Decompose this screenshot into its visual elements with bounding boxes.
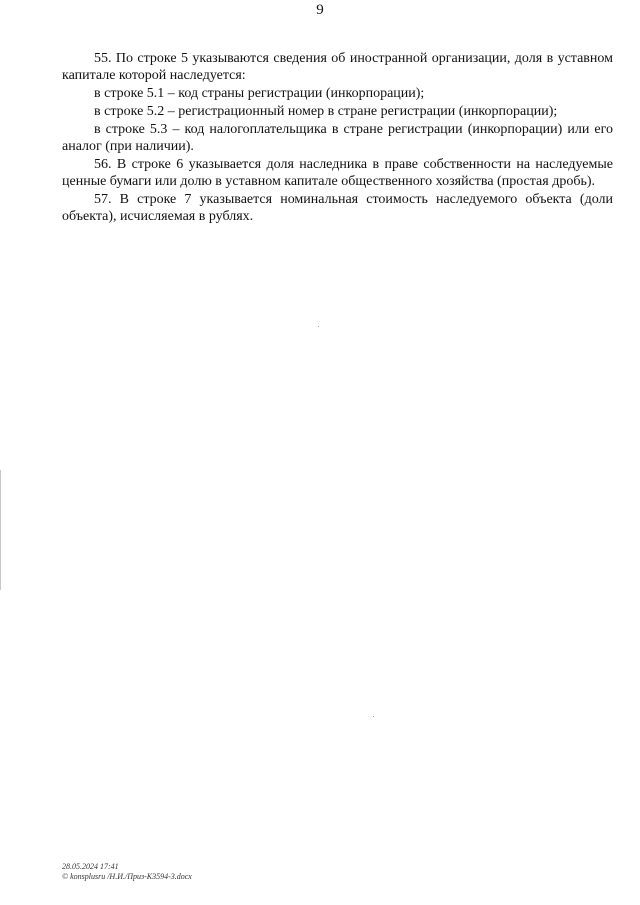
- scan-edge-line: [0, 470, 1, 590]
- paragraph-55-line-5-3: в строке 5.3 – код налогоплательщика в стране регистрации (инкорпорации) или его аналог (при наличии).: [62, 122, 613, 154]
- paragraph-56: 56. В строке 6 указывается доля наследника в праве собственности на наследуемые ценные бумаги или долю в уставном капитале общественного хозяйства (простая дробь).: [62, 157, 613, 189]
- scan-speck: [318, 326, 319, 327]
- paragraph-55-line-5-2: в строке 5.2 – регистрационный номер в стране регистрации (инкорпорации);: [94, 104, 558, 119]
- page-number: 9: [316, 2, 324, 18]
- document-body: [62, 50, 613, 226]
- footer-date: 28.05.2024 17:41: [62, 862, 119, 871]
- paragraph-55-line-5-1: в строке 5.1 – код страны регистрации (инкорпорации);: [94, 86, 425, 101]
- paragraph-55: 55. По строке 5 указываются сведения об иностранной организации, доля в уставном капитале которой наследуется:: [62, 51, 613, 83]
- footer-file-path: © konsplusru /Н.И./Приз-К3594-3.docx: [62, 872, 192, 881]
- document-footer: [62, 862, 192, 882]
- paragraph-57: 57. В строке 7 указывается номинальная стоимость наследуемого объекта (доли объекта), исчисляемая в рублях.: [62, 192, 613, 224]
- scan-speck: [373, 716, 374, 717]
